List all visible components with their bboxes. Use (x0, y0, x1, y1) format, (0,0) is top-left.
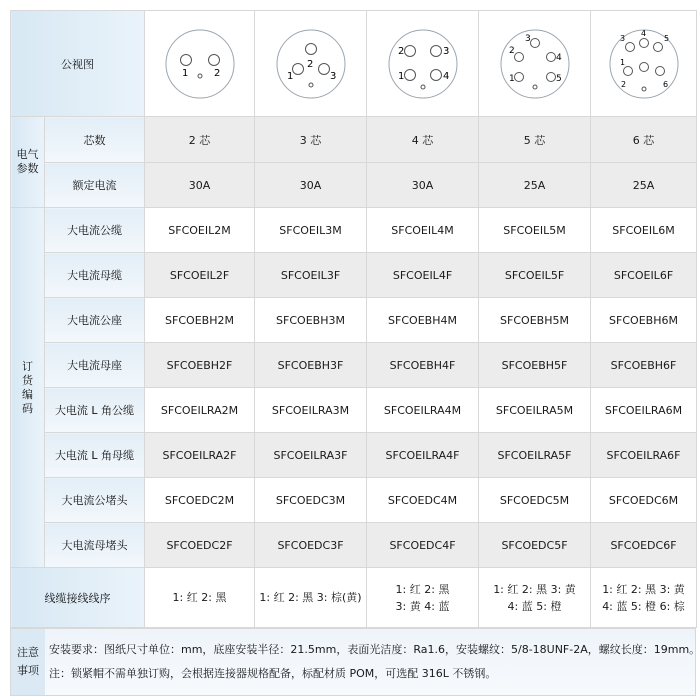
cores-value: 4 芯 (367, 117, 479, 163)
current-value: 25A (591, 163, 697, 208)
pin-diagram-4 (367, 11, 479, 117)
pin-diagram-5 (479, 11, 591, 117)
order-code: SFCOEIL2M (145, 208, 255, 253)
pin-label: 1 (508, 73, 515, 84)
pinout-5-icon (498, 27, 572, 101)
order-code: SFCOEBH6F (591, 343, 697, 388)
pin-label: 3 (329, 70, 336, 82)
order-code: SFCOEIL3F (255, 253, 367, 298)
ordering-group-label (11, 208, 45, 568)
order-code: SFCOEDC2M (145, 478, 255, 523)
pin-label: 2 (213, 67, 220, 79)
order-code: SFCOEBH4M (367, 298, 479, 343)
pin-label: 1 (181, 67, 188, 79)
notes-lock-cap: 注：锁紧帽不需单独订购，会根据连接器规格配备，标配材质 POM，可选配 316L 不锈钢。 (49, 667, 497, 680)
order-code: SFCOEILRA5M (479, 388, 591, 433)
wiring-value (367, 568, 479, 628)
order-row-label: 大电流公堵头 (45, 478, 145, 523)
current-value: 30A (255, 163, 367, 208)
order-row (11, 523, 697, 568)
order-code: SFCOEIL4M (367, 208, 479, 253)
order-code: SFCOEILRA6M (591, 388, 697, 433)
pin-label: 3 (442, 45, 449, 57)
pin-label: 5 (555, 73, 562, 84)
notes-label-text: 注意事项 (17, 646, 39, 677)
current-value: 30A (145, 163, 255, 208)
pin-label: 3 (619, 33, 625, 43)
pin-label: 3 (524, 33, 531, 44)
current-label: 额定电流 (45, 163, 145, 208)
notes-section (10, 628, 700, 696)
order-row (11, 343, 697, 388)
cores-value: 6 芯 (591, 117, 697, 163)
current-row (11, 163, 697, 208)
order-code: SFCOEDC2F (145, 523, 255, 568)
order-code: SFCOEDC3F (255, 523, 367, 568)
order-code: SFCOEIL2F (145, 253, 255, 298)
order-code: SFCOEBH5F (479, 343, 591, 388)
notes-label (11, 629, 45, 695)
view-label: 公视图 (11, 11, 145, 117)
wiring-line: 1: 红 2: 黑 3: 黄 (493, 582, 576, 596)
wiring-value (145, 568, 255, 628)
wiring-label: 线缆接线线序 (11, 568, 145, 628)
order-row (11, 433, 697, 478)
notes-install-requirements: 安装要求：图纸尺寸单位：mm，底座安装半径：21.5mm，表面光洁度：Ra1.6，安装螺纹：5/8-18UNF-2A，螺纹长度：19mm。 (49, 643, 700, 656)
pin-label: 2 (306, 58, 313, 70)
pin-label: 2 (620, 79, 626, 89)
wiring-row (11, 568, 697, 628)
order-code: SFCOEIL3M (255, 208, 367, 253)
order-row (11, 298, 697, 343)
order-code: SFCOEILRA6F (591, 433, 697, 478)
cores-value: 5 芯 (479, 117, 591, 163)
pinout-2-icon (163, 27, 237, 101)
order-code: SFCOEDC5F (479, 523, 591, 568)
current-value: 30A (367, 163, 479, 208)
order-code: SFCOEIL5F (479, 253, 591, 298)
wiring-line: 1: 红 2: 黑 (395, 582, 450, 596)
order-code: SFCOEIL5M (479, 208, 591, 253)
order-code: SFCOEBH4F (367, 343, 479, 388)
pin-label: 1 (397, 70, 404, 82)
order-code: SFCOEILRA5F (479, 433, 591, 478)
pin-label: 2 (397, 45, 404, 57)
electrical-group-label (11, 117, 45, 208)
order-row (11, 208, 697, 253)
pin-label: 1 (286, 70, 293, 82)
wiring-line: 4: 蓝 5: 橙 (507, 599, 562, 613)
pinout-6-icon (607, 27, 681, 101)
order-row-label: 大电流母堵头 (45, 523, 145, 568)
order-code: SFCOEDC3M (255, 478, 367, 523)
cores-label: 芯数 (45, 117, 145, 163)
cores-value: 2 芯 (145, 117, 255, 163)
electrical-group-text: 电气参数 (16, 148, 39, 175)
order-row-label: 大电流母缆 (45, 253, 145, 298)
order-code: SFCOEIL4F (367, 253, 479, 298)
wiring-value (479, 568, 591, 628)
order-row (11, 253, 697, 298)
order-code: SFCOEBH3F (255, 343, 367, 388)
order-code: SFCOEIL6F (591, 253, 697, 298)
order-code: SFCOEILRA3M (255, 388, 367, 433)
cores-row (11, 117, 697, 163)
order-code: SFCOEBH5M (479, 298, 591, 343)
pinout-4-icon (386, 27, 460, 101)
wiring-line: 4: 蓝 5: 橙 6: 棕 (602, 599, 685, 613)
wiring-value (255, 568, 367, 628)
order-code: SFCOEDC4M (367, 478, 479, 523)
wiring-line: 1: 红 2: 黑 3: 黄 (602, 582, 685, 596)
order-code: SFCOEDC6M (591, 478, 697, 523)
order-code: SFCOEILRA4M (367, 388, 479, 433)
order-code: SFCOEBH3M (255, 298, 367, 343)
order-row (11, 478, 697, 523)
pinout-3-icon (274, 27, 348, 101)
order-row (11, 388, 697, 433)
pin-diagram-3 (255, 11, 367, 117)
pin-label: 5 (663, 33, 669, 43)
order-code: SFCOEDC4F (367, 523, 479, 568)
order-code: SFCOEBH2M (145, 298, 255, 343)
current-value: 25A (479, 163, 591, 208)
order-row-label: 大电流母座 (45, 343, 145, 388)
pin-diagram-6 (591, 11, 697, 117)
order-code: SFCOEILRA2F (145, 433, 255, 478)
pin-label: 4 (555, 52, 562, 63)
order-code: SFCOEBH6M (591, 298, 697, 343)
wiring-line: 3: 黄 4: 蓝 (395, 599, 450, 613)
cores-value: 3 芯 (255, 117, 367, 163)
order-row-label: 大电流公缆 (45, 208, 145, 253)
order-row-label: 大电流 L 角公缆 (45, 388, 145, 433)
order-code: SFCOEILRA4F (367, 433, 479, 478)
order-row-label: 大电流公座 (45, 298, 145, 343)
pin-label: 1 (619, 57, 625, 67)
order-code: SFCOEILRA2M (145, 388, 255, 433)
ordering-group-text: 订货编码 (22, 359, 33, 415)
order-code: SFCOEIL6M (591, 208, 697, 253)
pin-label: 6 (662, 79, 668, 89)
wiring-value (591, 568, 697, 628)
pin-label: 4 (640, 28, 646, 38)
pin-label: 4 (442, 70, 449, 82)
order-code: SFCOEDC5M (479, 478, 591, 523)
wiring-line: 1: 红 2: 黑 3: 棕(黄) (259, 591, 362, 604)
pin-diagram-2 (145, 11, 255, 117)
order-row-label: 大电流 L 角母缆 (45, 433, 145, 478)
spec-table (10, 10, 697, 628)
pin-label: 2 (508, 45, 515, 56)
order-code: SFCOEILRA3F (255, 433, 367, 478)
order-code: SFCOEBH2F (145, 343, 255, 388)
order-code: SFCOEDC6F (591, 523, 697, 568)
view-row (11, 11, 697, 117)
wiring-line: 1: 红 2: 黑 (172, 591, 227, 604)
